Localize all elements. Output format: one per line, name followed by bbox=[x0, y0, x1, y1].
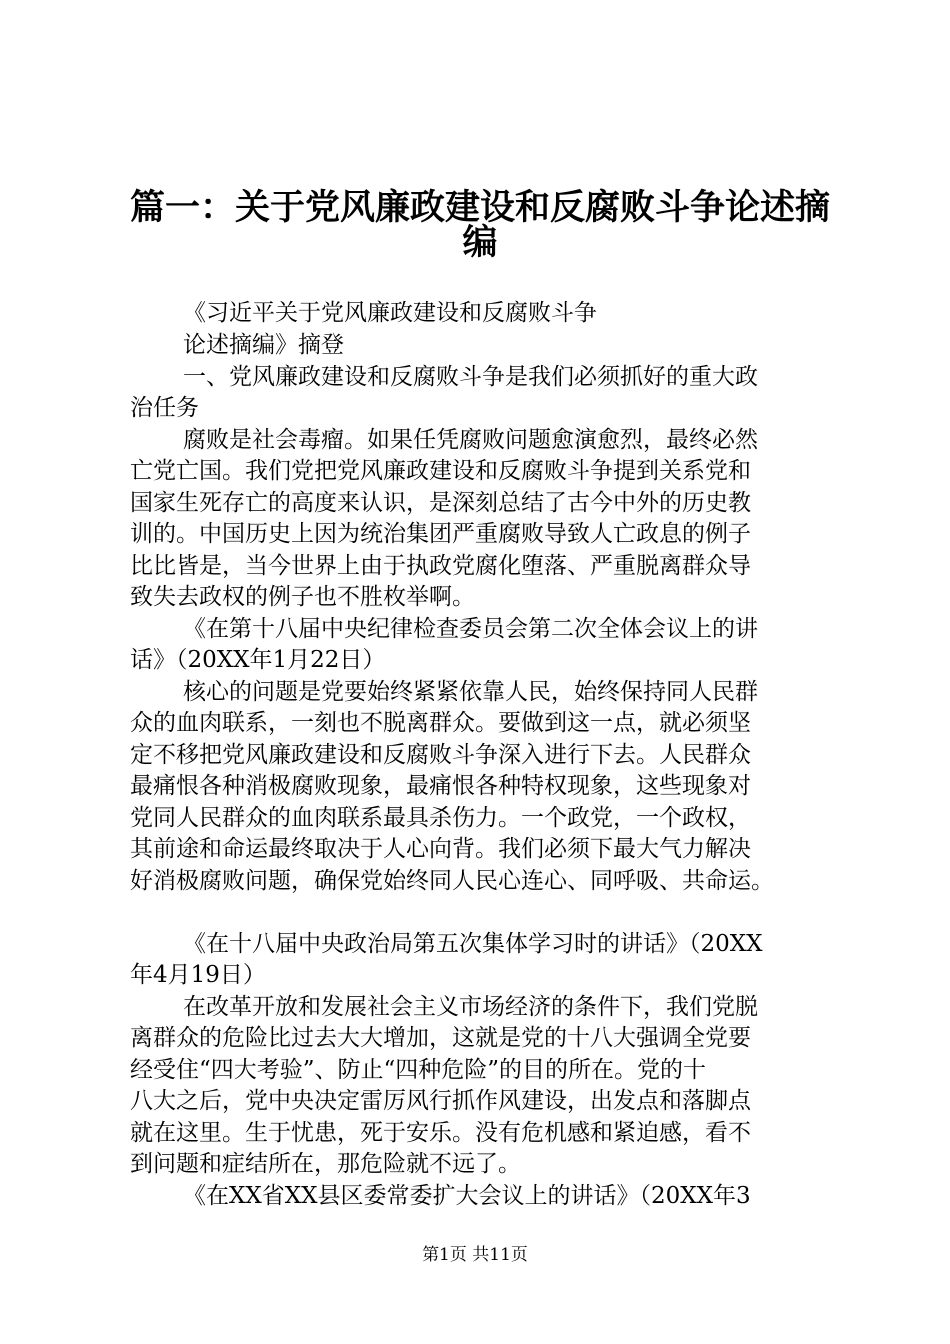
paragraph-line: 《习近平关于党风廉政建设和反腐败斗争 bbox=[183, 300, 597, 326]
paragraph-line: 腐败是社会毒瘤。如果任凭腐败问题愈演愈烈，最终必然 bbox=[183, 427, 758, 453]
paragraph-line: 一、党风廉政建设和反腐败斗争是我们必须抓好的重大政 bbox=[183, 364, 758, 390]
document-title-line-2: 编 bbox=[462, 222, 498, 263]
paragraph-line: 就在这里。生于忧患，死于安乐。没有危机感和紧迫感，看不 bbox=[130, 1120, 751, 1146]
paragraph-line: 最痛恨各种消极腐败现象，最痛恨各种特权现象，这些现象对 bbox=[130, 773, 751, 799]
paragraph-line: 离群众的危险比过去大大增加，这就是党的十八大强调全党要 bbox=[130, 1025, 751, 1051]
paragraph-line: 年4月19日） bbox=[130, 962, 266, 988]
paragraph-line: 论述摘编》摘登 bbox=[183, 332, 344, 358]
paragraph-line: 亡党亡国。我们党把党风廉政建设和反腐败斗争提到关系党和 bbox=[130, 458, 751, 484]
paragraph-line: 训的。中国历史上因为统治集团严重腐败导致人亡政息的例子 bbox=[130, 521, 751, 547]
paragraph-line: 《在十八届中央政治局第五次集体学习时的讲话》（20XX bbox=[183, 931, 763, 957]
page-number: 第1页 共11页 bbox=[422, 1245, 528, 1265]
paragraph-line: 到问题和症结所在，那危险就不远了。 bbox=[130, 1151, 521, 1177]
paragraph-line: 《在XX省XX县区委常委扩大会议上的讲话》（20XX年3 bbox=[183, 1183, 751, 1209]
paragraph-line: 《在第十八届中央纪律检查委员会第二次全体会议上的讲 bbox=[183, 616, 758, 642]
document-title-line-1: 篇一：关于党风廉政建设和反腐败斗争论述摘 bbox=[129, 187, 830, 228]
paragraph-line: 好消极腐败问题，确保党始终同人民心连心、同呼吸、共命运。 bbox=[130, 868, 774, 894]
paragraph-line: 定不移把党风廉政建设和反腐败斗争深入进行下去。人民群众 bbox=[130, 742, 751, 768]
paragraph-line: 国家生死存亡的高度来认识，是深刻总结了古今中外的历史教 bbox=[130, 490, 751, 516]
paragraph-line: 众的血肉联系，一刻也不脱离群众。要做到这一点，就必须坚 bbox=[130, 710, 751, 736]
paragraph-line: 八大之后，党中央决定雷厉风行抓作风建设，出发点和落脚点 bbox=[130, 1088, 751, 1114]
paragraph-line: 治任务 bbox=[130, 395, 199, 421]
paragraph-line: 话》（20XX年1月22日） bbox=[130, 647, 386, 673]
paragraph-line: 致失去政权的例子也不胜枚举啊。 bbox=[130, 584, 475, 610]
paragraph-line: 经受住“四大考验”、防止“四种危险”的目的所在。党的十 bbox=[130, 1057, 707, 1083]
paragraph-line: 党同人民群众的血肉联系最具杀伤力。一个政党，一个政权， bbox=[130, 805, 751, 831]
paragraph-line: 核心的问题是党要始终紧紧依靠人民，始终保持同人民群 bbox=[183, 679, 758, 705]
paragraph-line: 比比皆是，当今世界上由于执政党腐化堕落、严重脱离群众导 bbox=[130, 553, 751, 579]
paragraph-line: 其前途和命运最终取决于人心向背。我们必须下最大气力解决 bbox=[130, 836, 751, 862]
paragraph-line: 在改革开放和发展社会主义市场经济的条件下，我们党脱 bbox=[183, 994, 758, 1020]
